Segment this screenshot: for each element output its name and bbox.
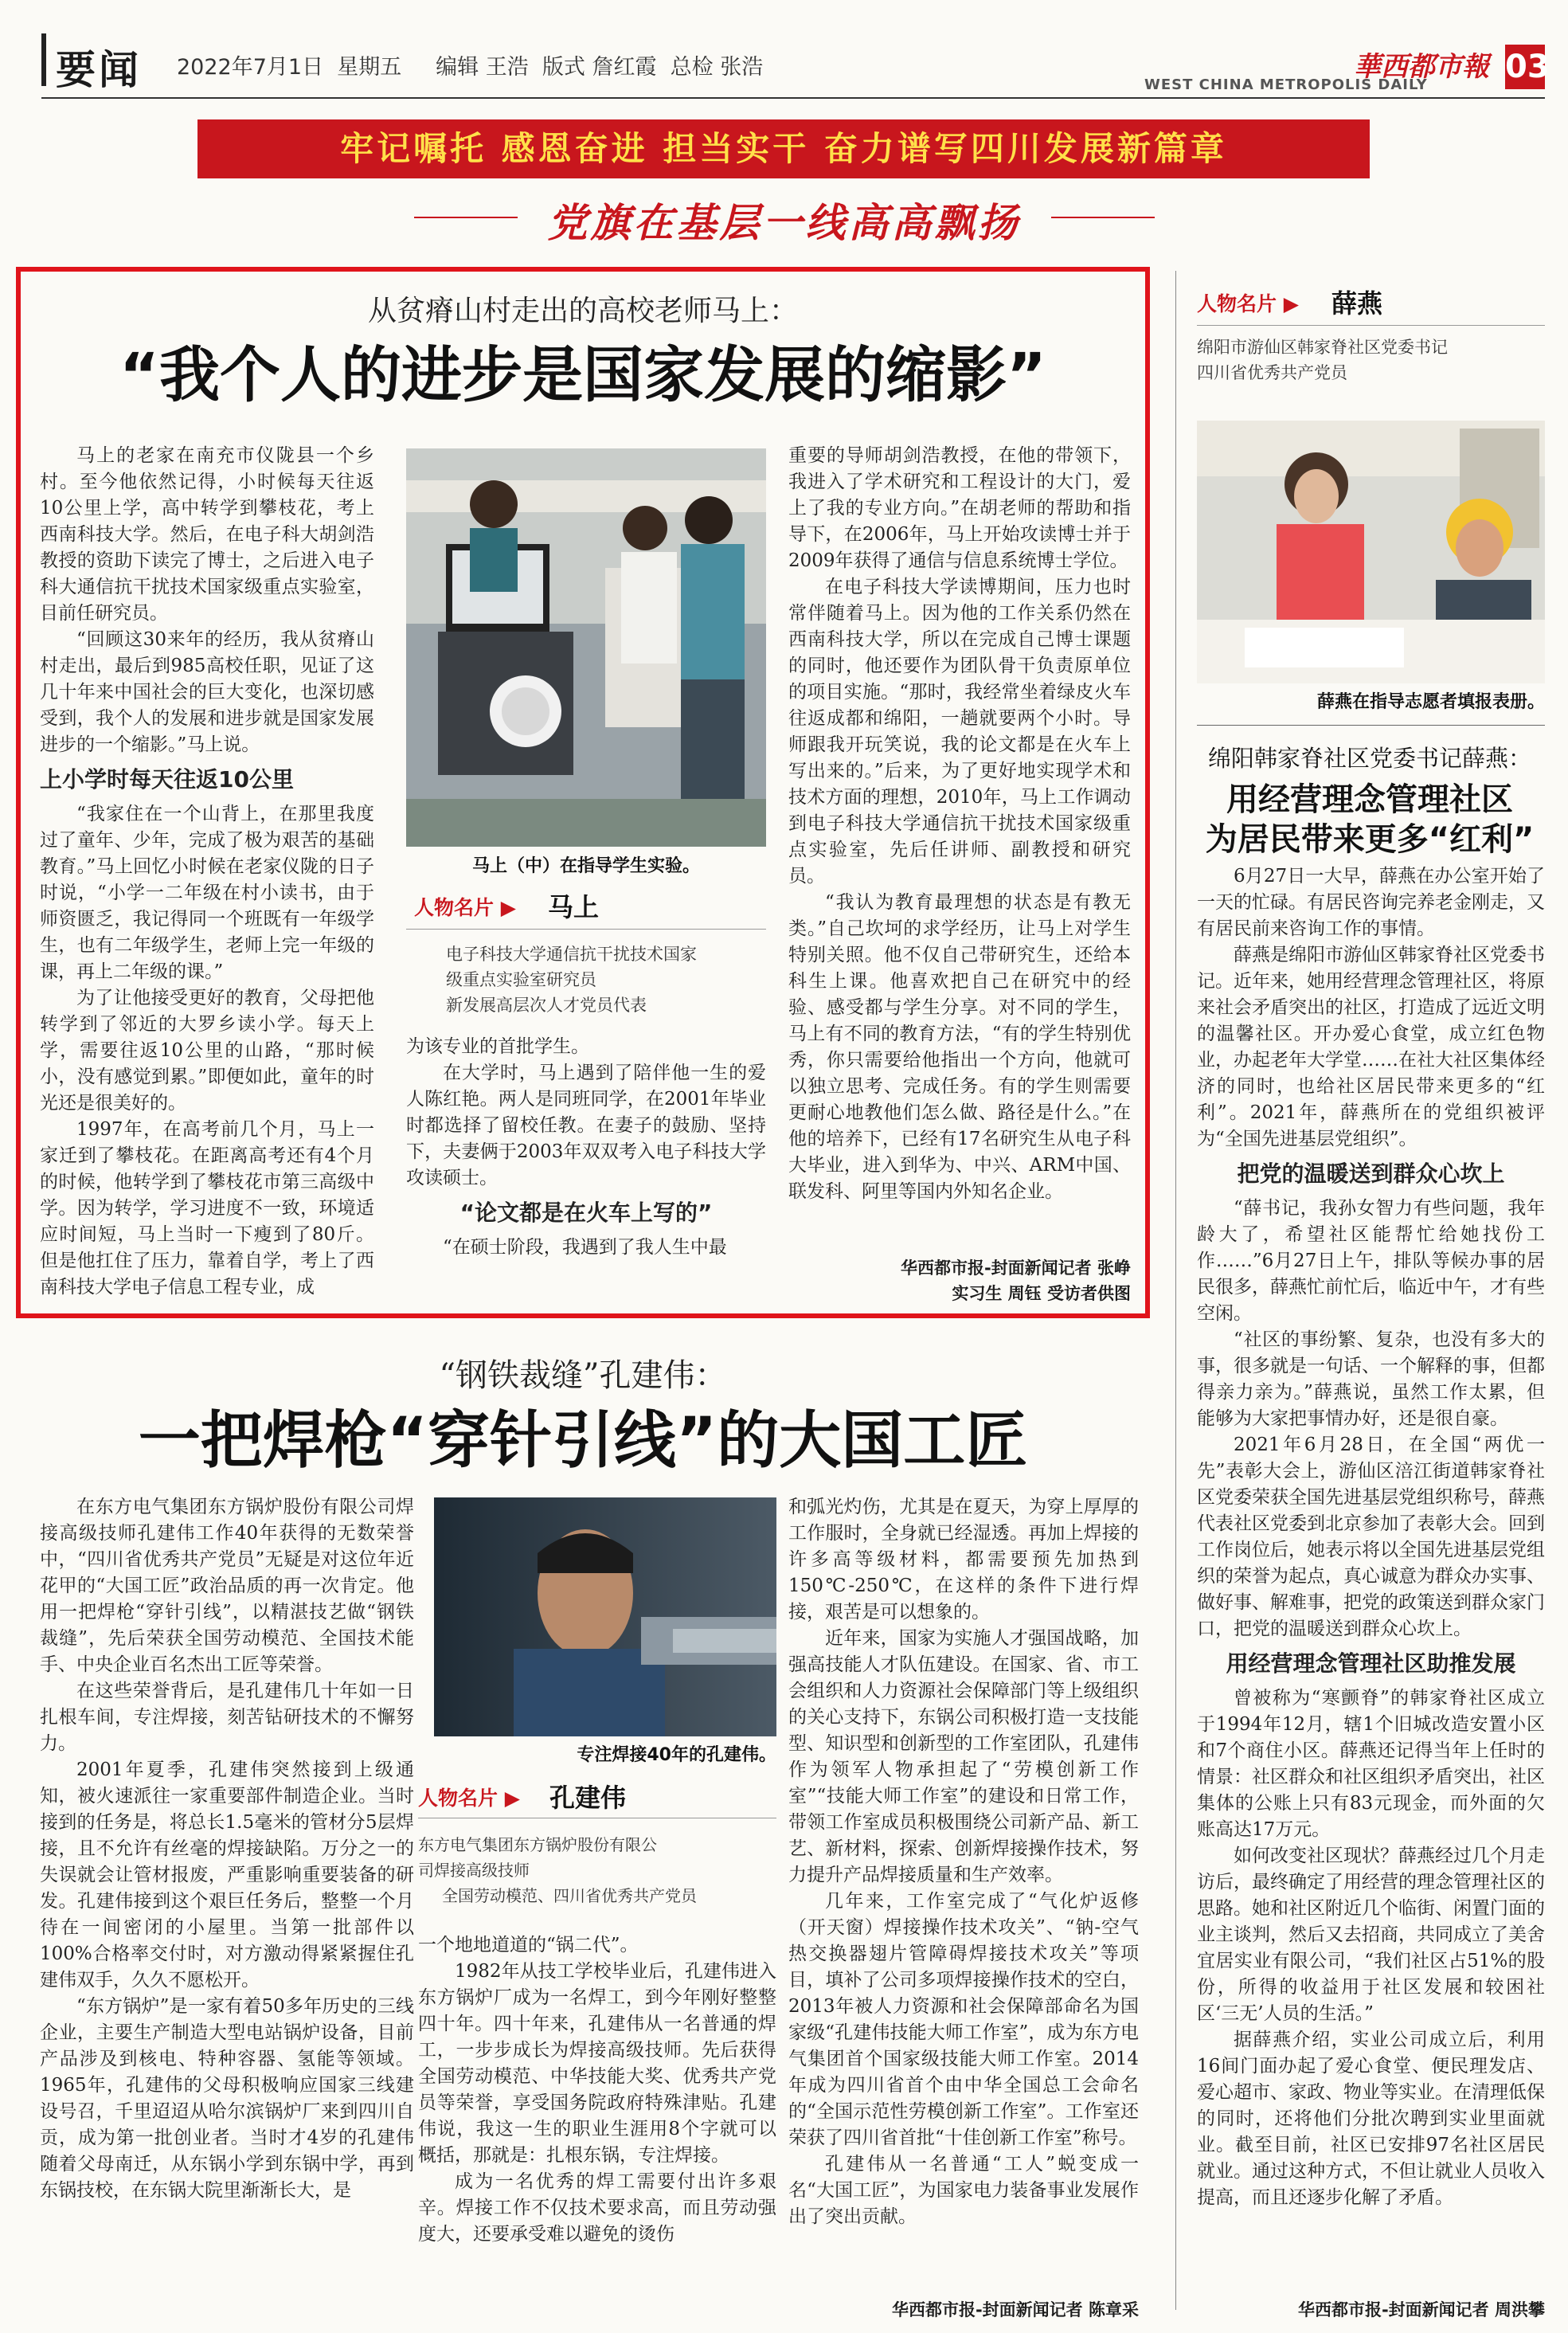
- profile-detail: [418, 1832, 697, 1908]
- paragraph: 曾被称为“寒颤脊”的韩家脊社区成立于1994年12月，辖1个旧城改造安置小区和7个商住小区。薛燕还记得当年上任时的情景：社区群众和社区组织矛盾突出，社区集体的公账上只有83元现金，而外面的欠账高达17万元。: [1197, 1688, 1545, 1840]
- profile-line: 东方电气集团东方锅炉股份有限公: [418, 1835, 657, 1854]
- paragraph: “东方锅炉”是一家有着50多年历史的三线企业，主要生产制造大型电站锅炉设备，目前产品涉及到核电、特种容器、氢能等领域。1965年，孔建伟的父母积极响应国家三线建设号召，千里迢迢从哈尔滨锅炉厂来到四川自贡，成为第一批创业者。当时才4岁的孔建伟随着父母南迁，从东锅小学到东锅中学，再到东锅技校，在东锅大院里渐渐长大，是: [40, 1996, 414, 2201]
- column-divider: [1175, 271, 1176, 2310]
- story2-kicker: “钢铁裁缝”孔建伟：: [439, 1357, 727, 1394]
- paper-name-en: WEST CHINA METROPOLIS DAILY: [1144, 76, 1428, 93]
- paragraph: 1997年，在高考前几个月，马上一家迁到了攀枝花。在距离高考还有4个月的时候，他转学到了攀枝花市第三高级中学。因为转学，学习进度不一致，环境适应时间短，马上当时一下瘦到了80斤。但是他扛住了压力，靠着自学，考上了西南科技大学电子信息工程专业，成: [40, 1119, 374, 1298]
- paragraph: 在电子科技大学读博期间，压力也时常伴随着马上。因为他的工作关系仍然在西南科技大学，所以在完成自己博士课题的同时，他还要作为团队骨干负责原单位的项目实施。“那时，我经常坐着绿皮火车往返成都和绵阳，一趟就要两个小时。导师跟我开玩笑说，我的论文都是在火车上写出来的。”后来，为了更好地实现学术和技术方面的理想，2010年，马上工作调动到电子科技大学通信抗干扰技术国家级重点实验室，先后任讲师、副教授和研究员。: [788, 577, 1131, 887]
- story3-headline-2: 为居民带来更多“红利”: [1205, 821, 1535, 858]
- profile-line: 电子科技大学通信抗干扰技术国家: [446, 945, 697, 964]
- page-number: 03: [1505, 45, 1545, 89]
- story2-byline: 华西都市报-封面新闻记者 陈章采: [891, 2300, 1139, 2319]
- paragraph: 近年来，国家为实施人才强国战略，加强高技能人才队伍建设。在国家、省、市工会组织和人力资源社会保障部门等上级组织的关心支持下，东锅公司积极打造一支技能型、知识型和创新型的工作室团队，孔建伟作为领军人物承担起了“劳模创新工作室”“技能大师工作室”的建设和日常工作，带领工作室成员积极围绕公司新产品、新工艺、新材料，探索、创新焊接操作技术，努力提升产品焊接质量和生产效率。: [788, 1628, 1139, 1885]
- profile-line: 绵阳市游仙区韩家脊社区党委书记: [1197, 338, 1448, 357]
- profile-rule: [1197, 325, 1545, 326]
- profile-label: 人物名片 ▶: [418, 1787, 520, 1810]
- paragraph: 6月27日一大早，薛燕在办公室开始了一天的忙碌。有居民咨询完养老金刚走，又有居民前来咨询工作的事情。: [1197, 866, 1545, 939]
- story3-photo-caption: 薛燕在指导志愿者填报表册。: [1316, 692, 1545, 712]
- paragraph: 据薛燕介绍，实业公司成立后，利用16间门面办起了爱心食堂、便民理发店、爱心超市、家政、物业等实业。在清理低保的同时，还将他们分批次聘到实业里面就业。截至目前，社区已安排97名社区居民就业。通过这种方式，不但让就业人员收入提高，而且还逐步化解了矛盾。: [1197, 2030, 1545, 2208]
- story3-subheading-2: 用经营理念管理社区助推发展: [1226, 1650, 1516, 1677]
- paragraph: 2001年夏季，孔建伟突然接到上级通知，被火速派往一家重要部件制造企业。当时接到的任务是，将总长1.5毫米的管材分5层焊接，且不允许有丝毫的焊接缺陷。万分之一的失误就会让管材报废，严重影响重要装备的研发。孔建伟接到这个艰巨任务后，整整一个月待在一间密闭的小屋里。当第一批部件以100%合格率交付时，对方激动得紧紧握住孔建伟双手，久久不愿松开。: [40, 1760, 414, 1990]
- paragraph: 一个地地道道的“锅二代”。: [418, 1935, 639, 1955]
- story3-kicker: 绵阳韩家脊社区党委书记薛燕：: [1207, 745, 1531, 772]
- story1-column-1: [40, 443, 374, 1301]
- column-subhead: 党旗在基层一线高高飘扬: [547, 199, 1021, 246]
- section-bar: [41, 33, 46, 86]
- theme-banner: 牢记嘱托 感恩奋进 担当实干 奋力谱写四川发展新篇章: [197, 119, 1370, 178]
- paragraph: 在这些荣誉背后，是孔建伟几十年如一日扎根车间，专注焊接，刻苦钻研技术的不懈努力。: [40, 1681, 414, 1754]
- story1-column-2: [406, 1034, 766, 1261]
- paragraph: 在大学时，马上遇到了陪伴他一生的爱人陈红艳。两人是同班同学，在2001年毕业时都选择了留校任教。在妻子的鼓励、坚持下，夫妻俩于2003年双双考入电子科技大学攻读硕士。: [406, 1063, 766, 1188]
- paragraph: “我家住在一个山背上，在那里我度过了童年、少年，完成了极为艰苦的基础教育。”马上回忆小时候在老家仪陇的日子时说，“小学一二年级在村小读书，由于师资匮乏，我记得同一个班既有一年级学生，也有二年级学生，老师上完一年级的课，再上二年级的课。”: [40, 804, 374, 982]
- profile-line: 新发展高层次人才党员代表: [446, 996, 647, 1015]
- paragraph: “回顾这30来年的经历，我从贫瘠山村走出，最后到985高校任职，见证了这几十年来中国社会的巨大变化，也深切感受到，我个人的发展和进步就是国家发展进步的一个缩影。”马上说。: [40, 629, 374, 755]
- story3-headline-1: 用经营理念管理社区: [1226, 781, 1513, 818]
- paragraph: 1982年从技工学校毕业后，孔建伟进入东方锅炉厂成为一名焊工，到今年刚好整整四十年。四十年来，孔建伟从一名普通的焊工，一步步成长为焊接高级技师。先后获得全国劳动模范、中华技能大奖、优秀共产党员等荣誉，享受国务院政府特殊津贴。孔建伟说，我这一生的职业生涯用8个字就可以概括，那就是：扎根东锅，专注焊接。: [418, 1961, 776, 2166]
- story3-rule: [1197, 725, 1545, 726]
- profile-detail: [446, 941, 697, 1018]
- paper-logo: 華西都市報: [1354, 51, 1489, 83]
- profile-rule: [406, 929, 766, 930]
- paragraph: “我认为教育最理想的状态是有教无类。”自己坎坷的求学经历，让马上对学生特别关照。他不仅自己带研究生，还给本科生上课。他喜欢把自己在研究中的经验、感受都与学生分享。对不同的学生，马上有不同的教育方法，“有的学生特别优秀，你只需要给他指出一个方向，他就可以独立思考、完成任务。有的学生则需要更耐心地教他们怎么做、路径是什么。”在他的培养下，已经有17名研究生从电子科大毕业，进入到华为、中兴、ARM中国、联发科、阿里等国内外知名企业。: [788, 892, 1131, 1202]
- profile-line: 司焊接高级技师: [418, 1861, 530, 1880]
- story1-photo-caption: 马上（中）在指导学生实验。: [471, 856, 700, 876]
- issue-info: 2022年7月1日 星期五 编辑 王浩 版式 詹红霞 总检 张浩: [177, 55, 764, 80]
- profile-name: 马上: [548, 892, 600, 922]
- paragraph: “社区的事纷繁、复杂，也没有多大的事，很多就是一句话、一个解释的事，但都得亲力亲为。”薛燕说，虽然工作太累，但能够为大家把事情办好，还是很自豪。: [1197, 1329, 1545, 1429]
- story2-headline: 一把焊枪“穿针引线”的大国工匠: [138, 1405, 1028, 1477]
- profile-name: 薛燕: [1331, 288, 1383, 319]
- story3-photo: [1197, 421, 1545, 683]
- story1-subheading-1: 上小学时每天往返10公里: [40, 766, 294, 793]
- story1-column-3: [788, 443, 1131, 1205]
- story3-body: [1197, 863, 1545, 2211]
- story1-byline: 华西都市报-封面新闻记者 张峥 实习生 周钰 受访者供图: [900, 1258, 1131, 1303]
- story2-photo: [434, 1497, 776, 1736]
- paragraph: 在东方电气集团东方锅炉股份有限公司焊接高级技师孔建伟工作40年获得的无数荣誉中，“四川省优秀共产党员”无疑是对这位年近花甲的“大国工匠”政治品质的再一次肯定。他用一把焊枪“穿针引线”，以精湛技艺做“钢铁裁缝”，先后荣获全国劳动模范、全国技术能手、中央企业百名杰出工匠等荣誉。: [40, 1497, 414, 1675]
- paragraph: 和弧光灼伤，尤其是在夏天，为穿上厚厚的工作服时，全身就已经湿透。再加上焊接的许多高等级材料，都需要预先加热到150℃-250℃，在这样的条件下进行焊接，艰苦是可以想象的。: [788, 1497, 1139, 1623]
- profile-line: 全国劳动模范、四川省优秀共产党员: [442, 1886, 697, 1905]
- paragraph: 孔建伟从一名普通“工人”蜕变成一名“大国工匠”，为国家电力装备事业发展作出了突出贡献。: [788, 2154, 1139, 2227]
- story3-byline: 华西都市报-封面新闻记者 周洪攀: [1297, 2300, 1545, 2319]
- paragraph: 马上的老家在南充市仪陇县一个乡村。至今他依然记得，小时候每天往返10公里上学，高中转学到攀枝花，考上西南科技大学。然后，在电子科大胡剑浩教授的资助下读完了博士，之后进入电子科大通信抗干扰技术国家级重点实验室，目前任研究员。: [40, 445, 374, 624]
- paragraph: 如何改变社区现状？薛燕经过几个月走访后，最终确定了用经营的理念管理社区的思路。她和社区附近几个临街、闲置门面的业主谈判，然后又去招商，共同成立了美舍宜居实业有限公司，“我们社区占51%的股份，所得的收益用于社区发展和较困社区‘三无’人员的生活。”: [1197, 1846, 1545, 2024]
- story2-photo-caption: 专注焊接40年的孔建伟。: [577, 1745, 776, 1765]
- paragraph: 2021年6月28日，在全国“两优一先”表彰大会上，游仙区涪江街道韩家脊社区党委荣获全国先进基层党组织称号，薛燕代表社区党委到北京参加了表彰大会。回到工作岗位后，她表示将以全国先进基层党组织的荣誉为起点，真心诚意为群众办实事、做好事、解难事，把党的政策送到群众家门口，把党的温暖送到群众心坎上。: [1197, 1435, 1545, 1639]
- profile-label: 人物名片 ▶: [1197, 292, 1299, 315]
- paragraph: 为了让他接受更好的教育，父母把他转学到了邻近的大罗乡读小学。每天上学，需要往返10公里的山路，“那时候小，没有感觉到累。”即便如此，童年的时光还是很美好的。: [40, 988, 374, 1114]
- story1-subheading-2: “论文都是在火车上写的”: [459, 1200, 713, 1226]
- story3-subheading-1: 把党的温暖送到群众心坎上: [1237, 1161, 1505, 1187]
- profile-label: 人物名片 ▶: [414, 896, 516, 919]
- profile-line: 四川省优秀共产党员: [1197, 363, 1347, 382]
- story2-column-2: [418, 1932, 776, 2248]
- paragraph: 成为一名优秀的焊工需要付出许多艰辛。焊接工作不仅技术要求高，而且劳动强度大，还要承受难以避免的烫伤: [418, 2171, 776, 2245]
- story2-column-3: [788, 1494, 1139, 2230]
- paragraph: 薛燕是绵阳市游仙区韩家脊社区党委书记。近年来，她用经营理念管理社区，将原来社会矛盾突出的社区，打造成了远近文明的温馨社区。开办爱心食堂，成立红色物业，办起老年大学堂……在社大社区集体经济的同时，也给社区居民带来更多的“红利”。2021年，薛燕所在的党组织被评为“全国先进基层党组织”。: [1197, 945, 1545, 1149]
- story1-photo: [406, 448, 766, 847]
- story2-column-1: [40, 1494, 414, 2204]
- paragraph: 几年来，工作室完成了“气化炉返修（开天窗）焊接操作技术攻关”、“钠-空气热交换器翅片管障碍焊接技术攻关”等项目，填补了公司多项焊接操作技术的空白，2013年被人力资源和社会保障部命名为国家级“孔建伟技能大师工作室”，成为东方电气集团首个国家级技能大师工作室。2014年成为四川省首个由中华全国总工会命名的“全国示范性劳模创新工作室”。工作室还荣获了四川省首批“十佳创新工作室”称号。: [788, 1891, 1139, 2148]
- paragraph: 为该专业的首批学生。: [406, 1036, 589, 1057]
- header-rule: [41, 97, 1545, 99]
- profile-name: 孔建伟: [549, 1783, 627, 1813]
- story1-headline: “我个人的进步是国家发展的缩影”: [119, 339, 1046, 410]
- profile-detail: [1197, 335, 1448, 386]
- profile-line: 级重点实验室研究员: [446, 970, 596, 989]
- section-title: 要闻: [56, 47, 142, 93]
- paragraph: “薛书记，我孙女智力有些问题，我年龄大了，希望社区能帮忙给她找份工作……”6月27日上午，排队等候办事的居民很多，薛燕忙前忙后，临近中午，才有些空闲。: [1197, 1198, 1545, 1324]
- paragraph: 重要的导师胡剑浩教授，在他的带领下，我进入了学术研究和工程设计的大门，爱上了我的专业方向。”在胡老师的帮助和指导下，在2006年，马上开始攻读博士并于2009年获得了通信与信息系统博士学位。: [788, 445, 1131, 571]
- story1-kicker: 从贫瘠山村走出的高校老师马上：: [367, 295, 798, 327]
- paragraph: “在硕士阶段，我遇到了我人生中最: [443, 1237, 727, 1258]
